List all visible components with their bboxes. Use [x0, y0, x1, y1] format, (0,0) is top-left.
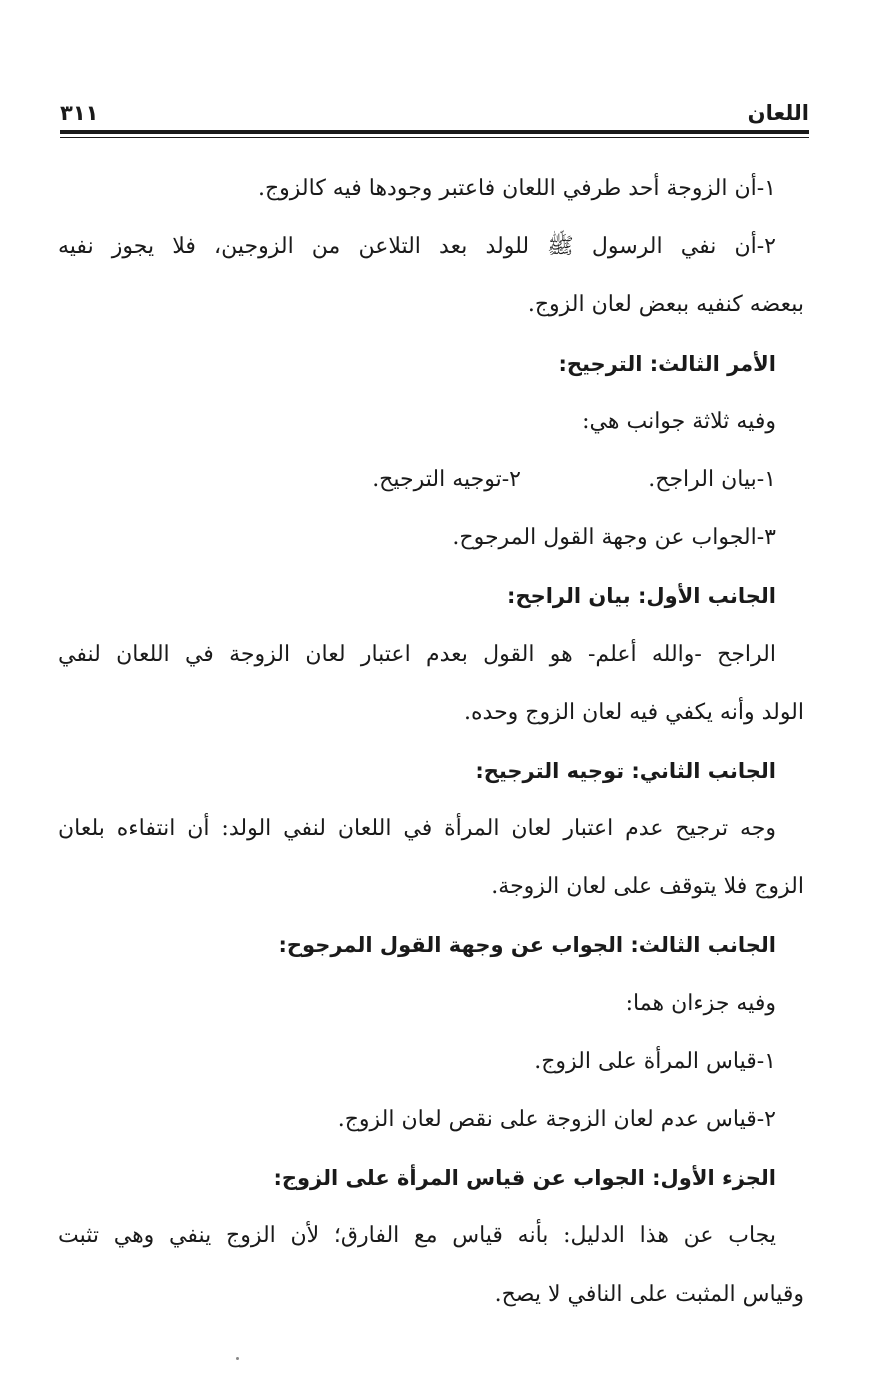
paragraph-line: ببعضه كنفيه ببعض لعان الزوج. — [527, 292, 804, 318]
section-heading: الجانب الثاني: توجيه الترجيح: — [475, 758, 776, 783]
header-title: اللعان — [747, 101, 809, 125]
paragraph-line: يجاب عن هذا الدليل: بأنه قياس مع الفارق؛ لأن الزوج ينفي وهي تثبت — [58, 1223, 776, 1249]
running-header — [60, 100, 809, 126]
section-heading: الجانب الثالث: الجواب عن وجهة القول المرجوح: — [278, 933, 776, 958]
page-number: ٣١١ — [60, 101, 99, 125]
paragraph-line: وقياس المثبت على النافي لا يصح. — [494, 1281, 804, 1307]
list-item: ٢-توجيه الترجيح. — [372, 466, 521, 492]
list-row — [58, 451, 804, 509]
list-item: ٢-قياس عدم لعان الزوجة على نقص لعان الزوج. — [337, 1107, 776, 1132]
section-heading: الجزء الأول: الجواب عن قياس المرأة على الزوج: — [273, 1166, 776, 1191]
paragraph-line: ٢-أن نفي الرسول ﷺ للولد بعد التلاعن من الزوجين، فلا يجوز نفيه — [58, 234, 776, 260]
scan-speck — [236, 1357, 239, 1360]
paragraph-line: وفيه جزءان هما: — [625, 990, 776, 1016]
paragraph-line: ١-أن الزوجة أحد طرفي اللعان فاعتبر وجودها فيه كالزوج. — [257, 176, 776, 201]
list-item: ١-قياس المرأة على الزوج. — [534, 1048, 776, 1074]
paragraph-line: الزوج فلا يتوقف على لعان الزوجة. — [491, 874, 804, 900]
paragraph-line: الراجح -والله أعلم- هو القول بعدم اعتبار لعان الزوجة في اللعان لنفي — [58, 641, 776, 667]
paragraph-line: الولد وأنه يكفي فيه لعان الزوج وحده. — [464, 699, 804, 725]
list-item: ١-بيان الراجح. — [648, 466, 776, 492]
body-text — [58, 160, 804, 1324]
paragraph-line: وفيه ثلاثة جوانب هي: — [582, 408, 776, 434]
section-heading: الجانب الأول: بيان الراجح: — [507, 584, 776, 609]
list-item: ٣-الجواب عن وجهة القول المرجوح. — [452, 525, 776, 551]
header-rule-thin — [60, 137, 809, 138]
header-rule-thick — [60, 130, 809, 134]
paragraph-line: وجه ترجيح عدم اعتبار لعان المرأة في اللعان لنفي الولد: أن انتفاءه بلعان — [58, 816, 776, 842]
section-heading: الأمر الثالث: الترجيح: — [558, 351, 776, 376]
